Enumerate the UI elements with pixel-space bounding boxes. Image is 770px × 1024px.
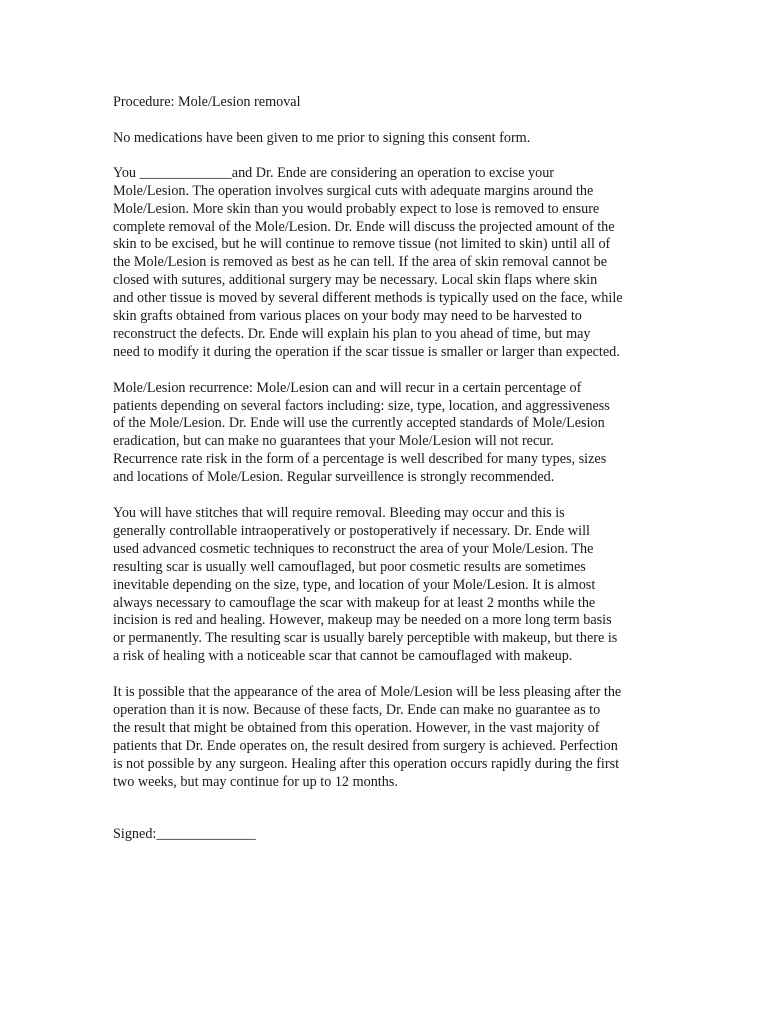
recurrence-paragraph: Mole/Lesion recurrence: Mole/Lesion can and will recur in a certain percentage of patients depending on several factors including: size, type, location, and aggressiveness of the Mole/Lesion. Dr. Ende will use the currently accepted standards of Mole/Lesion eradication, but can make no guarantees that your Mole/Lesion will not recur. Recurrence rate risk in the form of a percentage is well described for many types, sizes and locations of Mole/Lesion. Regular surveillence is strongly recommended.: [113, 379, 610, 486]
consent-form-body: [113, 94, 661, 844]
outcome-disclaimer-paragraph: It is possible that the appearance of the area of Mole/Lesion will be less pleasing after the operation than it is now. Because of these facts, Dr. Ende can make no guarantee as to the result that might be obtained from this operation. However, in the vast majority of patients that Dr. Ende operates on, the result desired from surgery is achieved. Perfection is not possible by any surgeon. Healing after this operation occurs rapidly during the first two weeks, but may continue for up to 12 months.: [113, 684, 622, 790]
signature-line: Signed:______________: [113, 826, 256, 843]
medications-statement: No medications have been given to me prior to signing this consent form.: [113, 129, 531, 146]
stitches-scarring-paragraph: You will have stitches that will require removal. Bleeding may occur and this is generally controllable intraoperatively or postoperatively if necessary. Dr. Ende will used advanced cosmetic techniques to reconstruct the area of your Mole/Lesion. The resulting scar is usually well camouflaged, but poor cosmetic results are sometimes inevitable depending on the size, type, and location of your Mole/Lesion. It is almost always necessary to camouflage the scar with makeup for at least 2 months while the incision is red and healing. However, makeup may be needed on a more long term basis or permanently. The resulting scar is usually barely perceptible with makeup, but there is a risk of healing with a noticeable scar that cannot be camouflaged with makeup.: [113, 505, 618, 665]
operation-description-paragraph: You _____________and Dr. Ende are considering an operation to excise your Mole/Lesion. The operation involves surgical cuts with adequate margins around the Mole/Lesion. More skin than you would probably expect to lose is removed to ensure complete removal of the Mole/Lesion. Dr. Ende will discuss the projected amount of the skin to be excised, but he will continue to remove tissue (not limited to skin) until all of the Mole/Lesion is removed as best as he can tell. If the area of skin removal cannot be closed with sutures, additional surgery may be necessary. Local skin flaps where skin and other tissue is moved by several different methods is typically used on the face, while skin grafts obtained from various places on your body may need to be harvested to reconstruct the defects. Dr. Ende will explain his plan to you ahead of time, but may need to modify it during the operation if the scar tissue is smaller or larger than expected.: [113, 164, 623, 360]
procedure-line: Procedure: Mole/Lesion removal: [113, 94, 301, 110]
